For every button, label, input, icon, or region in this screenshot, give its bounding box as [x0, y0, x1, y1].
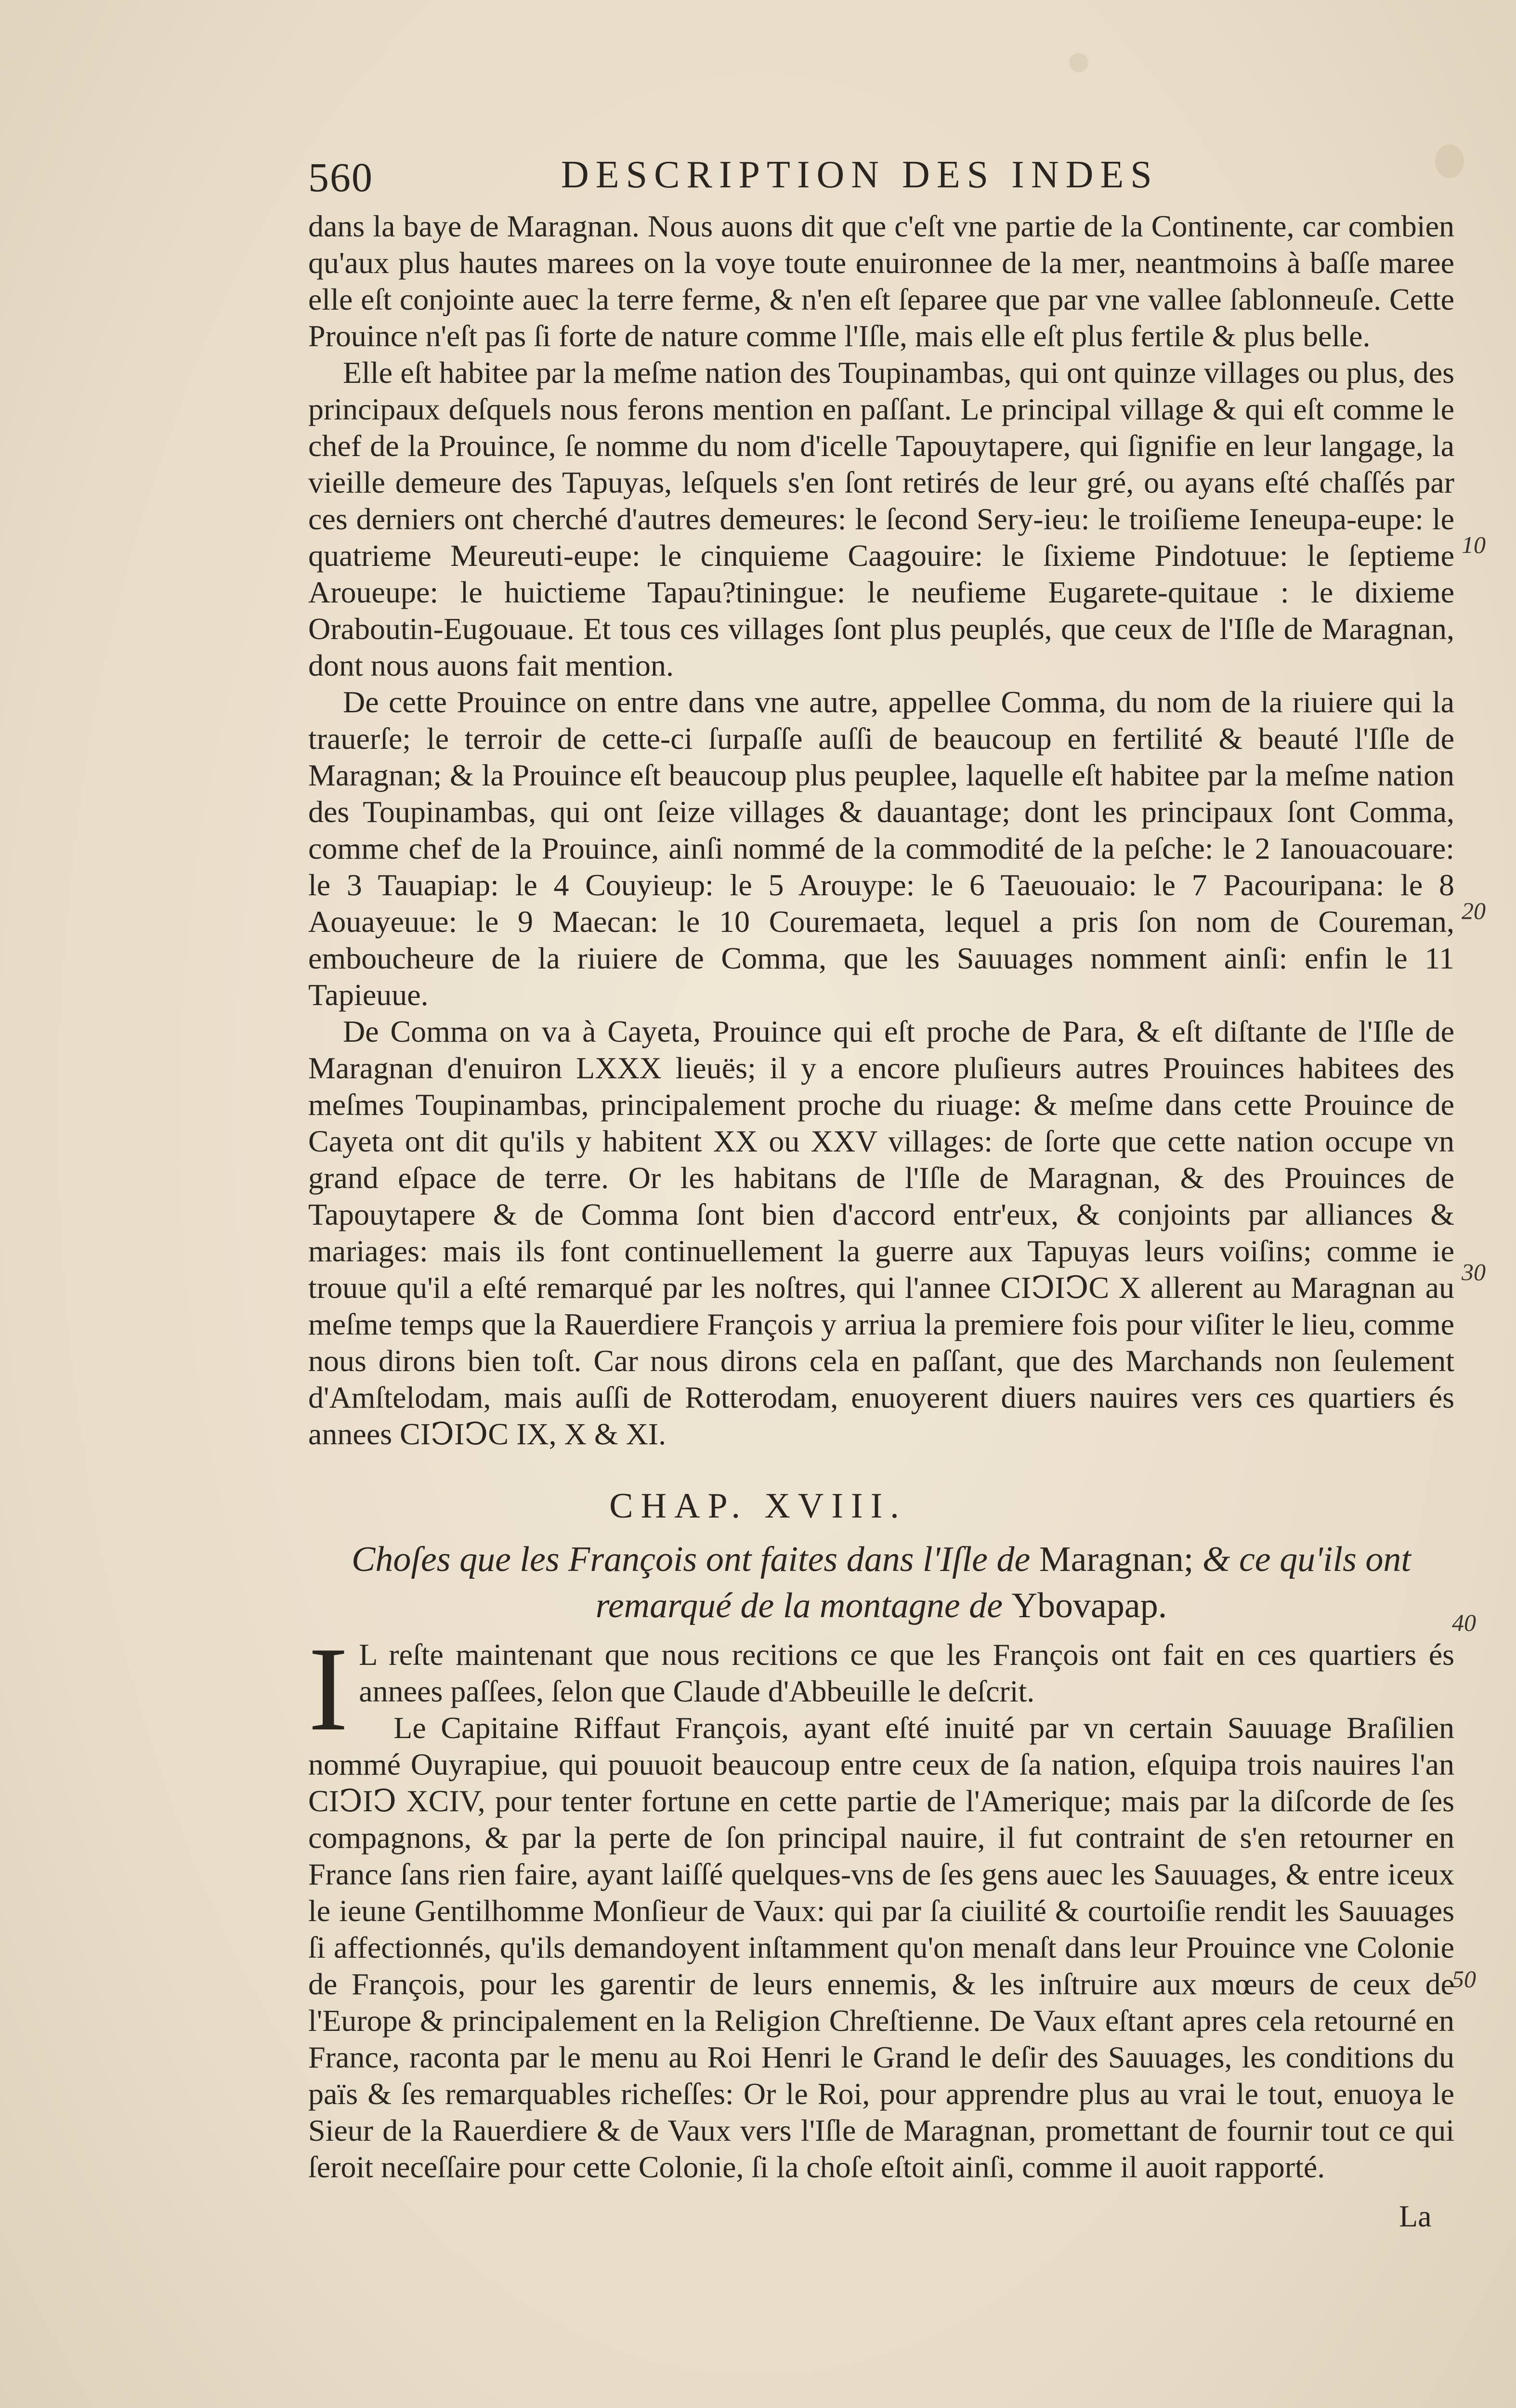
paragraph: De Comma on va à Cayeta, Prouince qui eſt proche de Para, & eſt diſtante de l'Iſle de Maragnan d'enuiron LXXX lieuës; il y a encore pluſieurs autres Prouinces habitees des meſmes Toupinambas, principalement proche du riuage: & meſme dans cette Prouince de Cayeta ont dit qu'ils y habitent XX ou XXV villages: de ſorte que cette nation occupe vn grand eſpace de terre. Or les habitans de l'Iſle de Maragnan, & des Prouinces de Tapouytapere & de Comma ſont bien d'accord entr'eux, & conjoints par alliances & mariages: mais ils font continuellement la guerre aux Tapuyas leurs voiſins; comme ie trouue qu'il a eſté remarqué par les noſtres, qui l'annee CIↃIↃC X allerent au Maragnan au meſme temps que la Rauerdiere François y arriua la premiere fois pour viſiter le lieu, comme nous dirons bien toſt. Car nous dirons cela en paſſant, que des Marchands non ſeulement d'Amſtelodam, mais auſſi de Rotterodam, enuoyerent diuers nauires vers ces quartiers és annees CIↃIↃC IX, X & XI. [308, 1014, 1454, 1451]
drop-capital: I [308, 1623, 349, 1756]
chapter-title-place: Ybovapap. [1011, 1586, 1167, 1625]
chapter-title-part: & ce qu'ils ont remarqué de la montagne de [595, 1540, 1411, 1625]
paragraph: dans la baye de Maragnan. Nous auons dit que c'eſt vne partie de la Continente, car combien qu'aux plus hautes marees on la voye toute enuironnee de la mer, neantmoins à baſſe maree elle eſt conjointe auec la terre ferme, & n'en eſt ſeparee que par vne vallee ſablonneuſe. Cette Prouince n'eſt pas ſi forte de nature comme l'Iſle, mais elle eſt plus fertile & plus belle. [308, 209, 1454, 353]
paragraph: De cette Prouince on entre dans vne autre, appellee Comma, du nom de la riuiere qui la trauerſe; le terroir de cette-ci ſurpaſſe auſſi de beaucoup en fertilité & beauté l'Iſle de Maragnan; & la Prouince eſt beaucoup plus peuplee, laquelle eſt habitee par la meſme nation des Toupinambas, qui ont ſeize villages & dauantage; dont les principaux ſont Comma, comme chef de la Prouince, ainſi nommé de la commodité de la peſche: le 2 Ianouacouare: le 3 Tauapiap: le 4 Couyieup: le 5 Arouype: le 6 Taeuouaio: le 7 Pacouripana: le 8 Aouayeuue: le 9 Maecan: le 10 Couremaeta, lequel a pris ſon nom de Coureman, embouchеure de la riuiere de Comma, que les Sauuages nomment ainſi: enfin le 11 Tapieuue. [308, 685, 1454, 1012]
text-body-upper [308, 208, 1454, 1453]
paragraph-text: L reſte maintenant que nous recitions ce que les François ont fait en ces quartiers és annees paſſees, ſelon que Claude d'Abbeuille le deſcrit. [359, 1637, 1454, 1708]
line-number-marker: 20 [1462, 897, 1486, 924]
paper-stain [1435, 144, 1464, 178]
catchword: La [1399, 2199, 1432, 2233]
line-number-marker: 10 [1462, 531, 1486, 558]
paragraph: Le Capitaine Riffaut François, ayant eſté inuité par vn certain Sauuage Braſilien nommé Ouyrapiue, qui pouuoit beaucoup entre ceux de ſa nation, eſquipa trois nauires l'an CIↃIↃ XCIV, pour tenter fortune en cette partie de l'Amerique; mais par la diſcorde de ſes compagnons, & par la perte de ſon principal nauire, il fut contraint de s'en retourner en France ſans rien faire, ayant laiſſé quelques-vns de ſes gens auec les Sauuages, & entre iceux le ieune Gentilhomme Monſieur de Vaux: qui par ſa ciuilité & courtoiſie rendit les Sauuages ſi affectionnés, qu'ils demandoyent inſtamment qu'on menaſt dans leur Prouince vne Colonie de François, pour les garentir de leurs ennemis, & les inſtruire aux mœurs de ceux de l'Europe & principalement en la Religion Chreſtienne. De Vaux eſtant apres cela retourné en France, raconta par le menu au Roi Henri le Grand le deſir des Sauuages, les conditions du païs & ſes remarquables richeſſes: Or le Roi, pour apprendre plus au vrai le tout, enuoya le Sieur de la Rauerdiere & de Vaux vers l'Iſle de Maragnan, promettant de fournir tout ce qui ſeroit neceſſaire pour cette Colonie, ſi la choſe eſtoit ainſi, comme il auoit rapporté. [308, 1711, 1454, 2184]
line-number-marker: 40 [1452, 1609, 1476, 1636]
text-body-lower [308, 1623, 1454, 2186]
chapter-heading: CHAP. XVIII. [609, 1486, 907, 1526]
paper-stain [1069, 53, 1088, 72]
running-title: DESCRIPTION DES INDES [561, 154, 1159, 196]
chapter-title-part: Choſes que les François ont faites dans l'Iſle de [352, 1540, 1031, 1579]
line-number-marker: 30 [1462, 1258, 1486, 1285]
paragraph [308, 1623, 1454, 1756]
paragraph: Elle eſt habitee par la meſme nation des Toupinambas, qui ont quinze villages ou plus, des principaux deſquels nous ferons mention en paſſant. Le principal village & qui eſt comme le chef de la Prouince, ſe nomme du nom d'icelle Tapouytapere, qui ſignifie en leur langage, la vieille demeure des Tapuyas, leſquels s'en ſont retirés de leur gré, ou ayans eſté chaſſés par ces derniers ont cherché d'autres demeures: le ſecond Sery-ieu: le troiſieme Ieneupa-eupe: le quatrieme Meureuti-eupe: le cinquieme Caagouire: le ſixieme Pindotuue: le ſeptieme Aroueupe: le huictieme Tapau?tiningue: le neufieme Eugarete-quitaue : le dixieme Oraboutin-Eugouaue. Et tous ces villages ſont plus peuplés, que ceux de l'Iſle de Maragnan, dont nous auons fait mention. [308, 355, 1454, 682]
chapter-title [327, 1536, 1435, 1629]
chapter-title-place: Maragnan; [1039, 1540, 1194, 1579]
line-number-marker: 50 [1452, 1965, 1476, 1992]
page-number: 560 [308, 154, 373, 200]
